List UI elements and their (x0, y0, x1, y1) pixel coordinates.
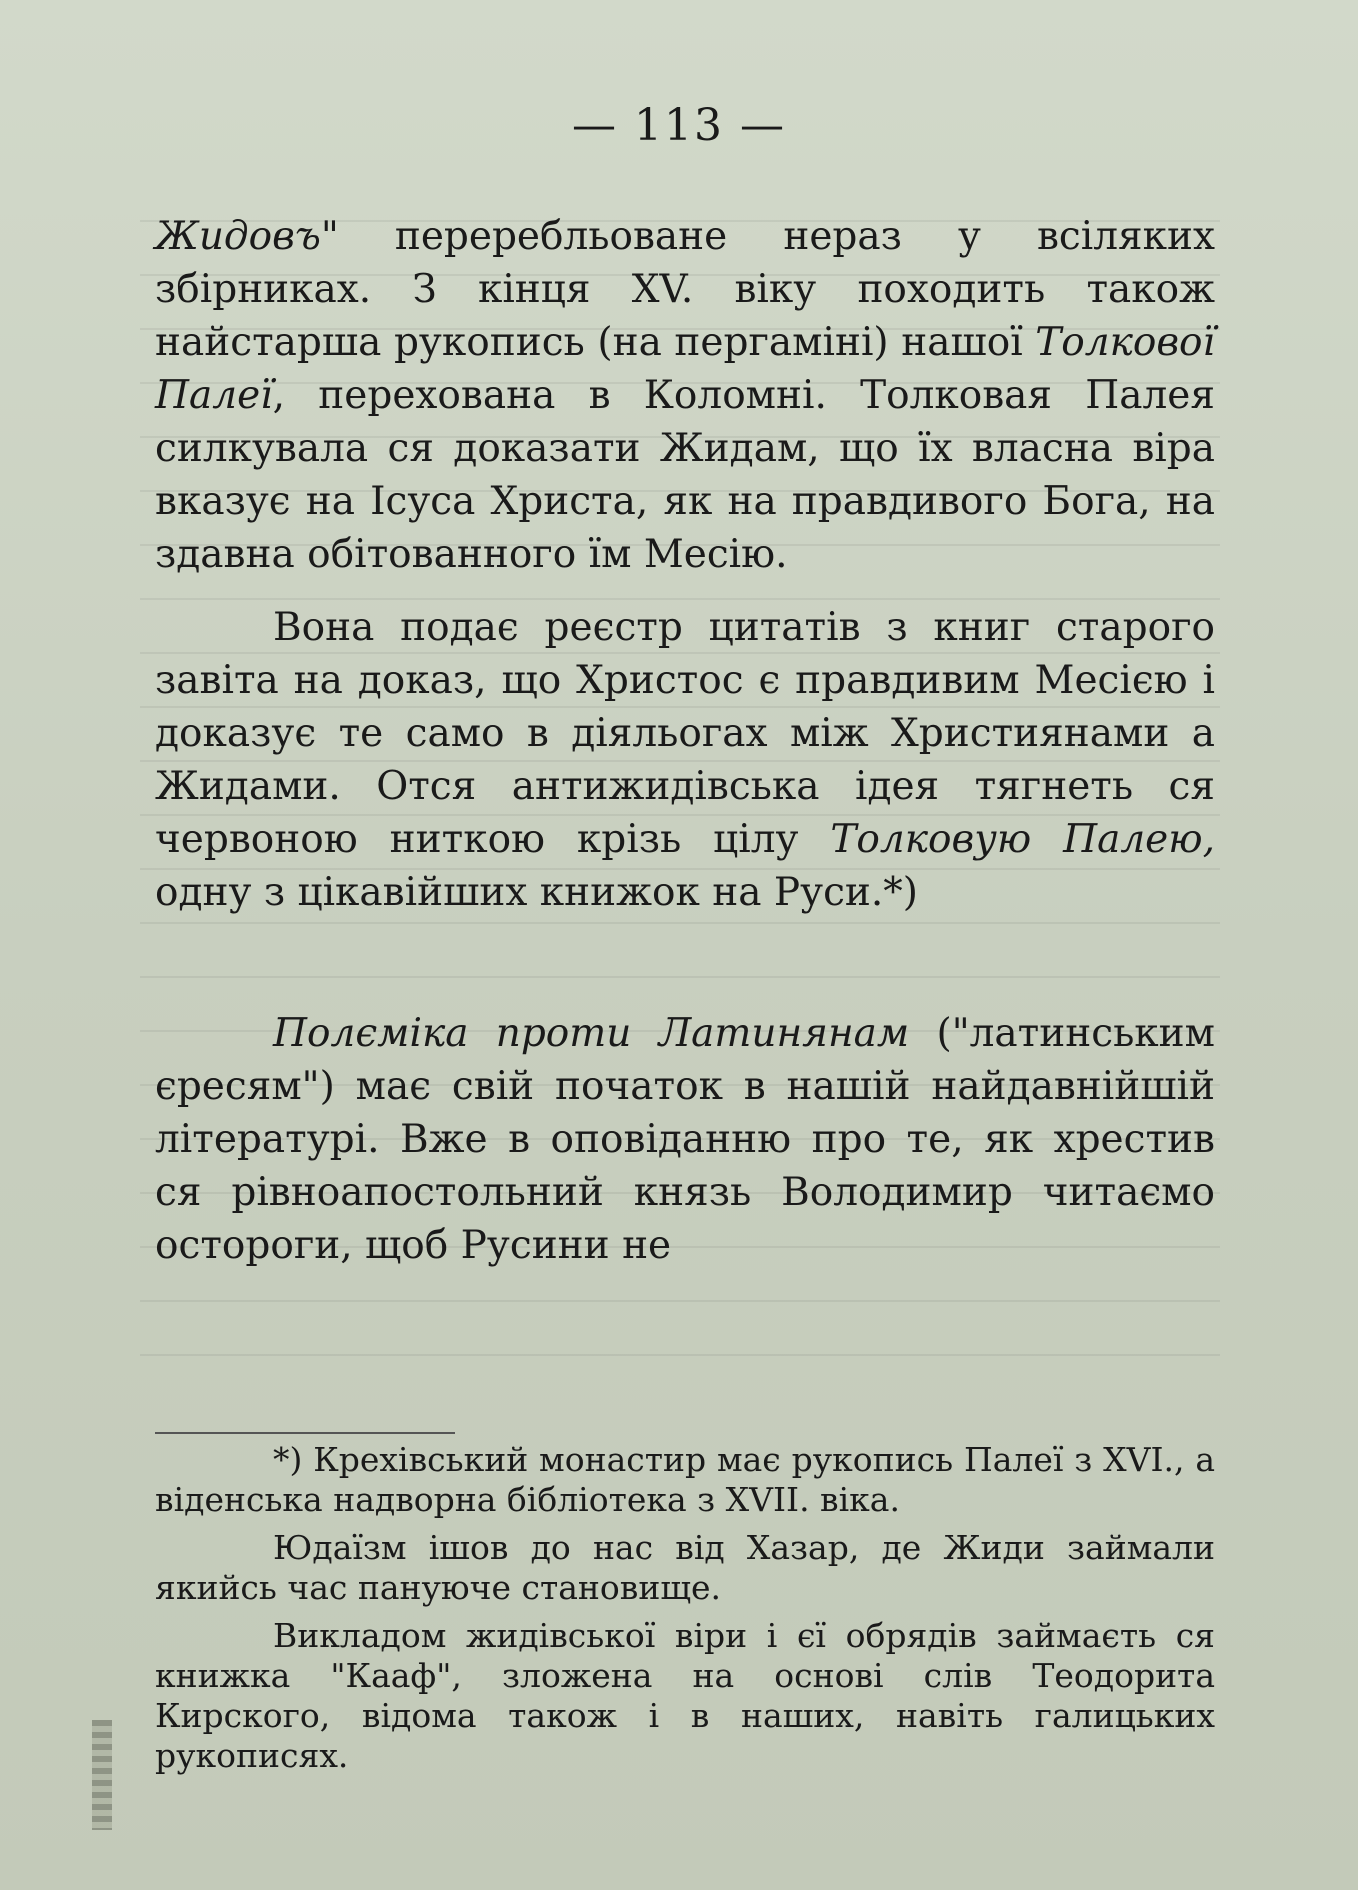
paragraph-3 (155, 1007, 1215, 1272)
footnote-3: Викладом жидівської віри і єї обрядів займаєть ся книжка "Кааф", зложена на основі слів Теодорита Кирского, відома також і в наших, навіть галицьких рукописях. (155, 1616, 1215, 1775)
footnotes (155, 1440, 1215, 1784)
footnote-divider (155, 1432, 455, 1434)
paragraph-1 (155, 210, 1215, 581)
paragraph-1-italic-start: Жидовъ (155, 214, 321, 259)
paragraph-2 (155, 601, 1215, 919)
paragraph-3-text: ("латинським єресям") має свій початок в нашій найдавнійшій літературі. Вже в оповіданню про те, як хрестив ся рівноапостольний князь Володимир читаємо остороги, щоб Русини не (155, 1011, 1216, 1268)
footnote-2: Юдаїзм ішов до нас від Хазар, де Жиди займали якийсь час пануюче становище. (155, 1528, 1215, 1607)
page-number: — 113 — (572, 100, 786, 151)
page-edge-mark (92, 1720, 112, 1830)
paragraph-3-italic-start: Полєміка проти Латинянам (273, 1011, 910, 1056)
paragraph-1-text-a: " переребльоване нераз у всіляких збірниках. З кінця XV. віку походить також найстарша рукопись (на пергаміні) нашої (155, 214, 1215, 365)
main-text (155, 210, 1215, 1272)
paragraph-2-italic-title: Толковую Палею, (830, 817, 1215, 862)
footnote-1: *) Крехівський монастир має рукопись Палеї з XVI., а віденська надворна бібліотека з XVII. віка. (155, 1440, 1215, 1519)
paragraph-2-text-b: одну з цікавійших книжок на Руси.*) (155, 870, 919, 915)
paragraph-2-text-a: Вона подає реєстр цитатів з книг старого завіта на доказ, що Христос є правдивим Месією і доказує те само в діяльогах між Християнами а Жидами. Отся антижидівська ідея тягнеть ся червоною ниткою крізь цілу (155, 605, 1215, 862)
paragraph-1-italic-title: Толкової Палеї (155, 320, 1215, 418)
paragraph-1-text-b: , перехована в Коломні. Толковая Палея силкувала ся доказати Жидам, що їх власна віра вказує на Ісуса Христа, як на правдивого Бога, на здавна обітованного їм Месію. (155, 373, 1215, 577)
